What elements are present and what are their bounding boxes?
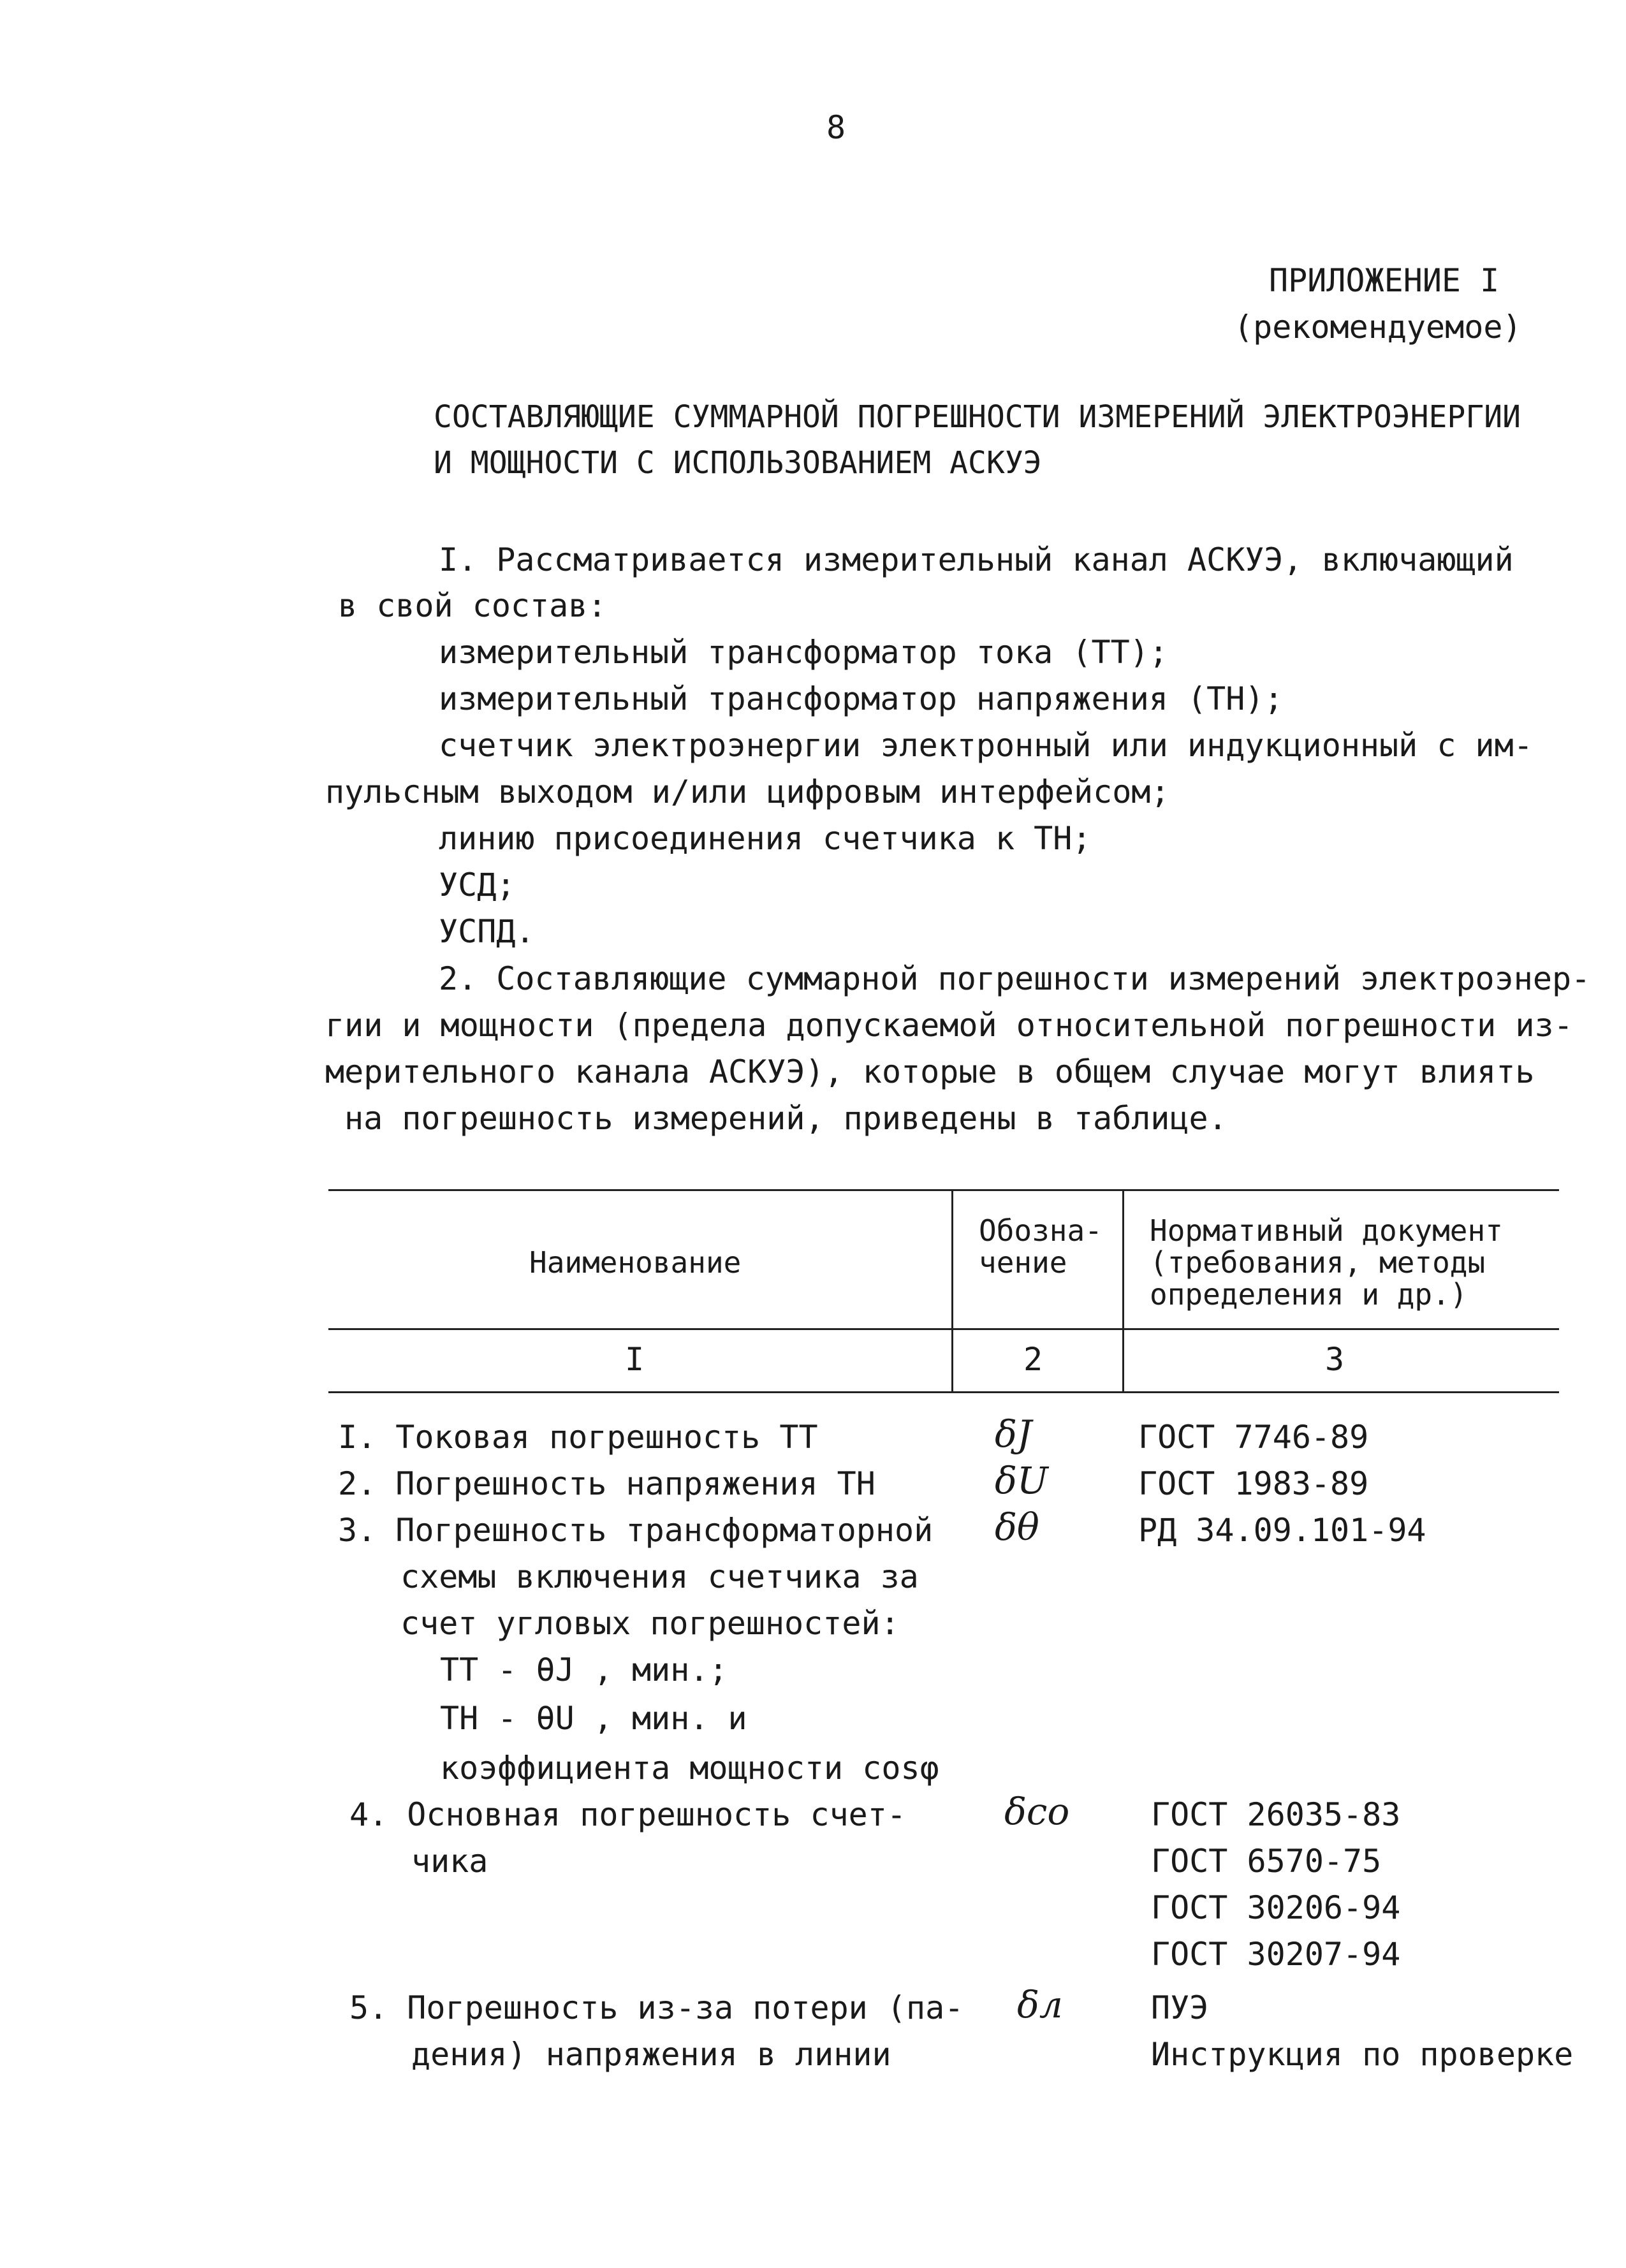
row-name-line: 5. Погрешность из-за потери (па- [349,1989,964,2026]
para1-item: измерительный трансформатор напряжения (ТН); [439,680,1284,717]
para2-line: 2. Составляющие суммарной погрешности измерений электроэнер- [439,960,1591,997]
table-column-divider [951,1189,953,1391]
para1-item: линию присоединения счетчика к ТН; [439,820,1092,857]
column-number: I [625,1341,645,1378]
row-name-line: ТТ - θJ , мин.; [440,1651,728,1688]
row-document: ГОСТ 6570-75 [1151,1843,1382,1880]
row-document: ГОСТ 30206-94 [1151,1889,1401,1926]
row-name-line: ТН - θU , мин. и [440,1700,747,1737]
row-name-line: чика [411,1843,488,1880]
row-name-line: I. Токовая погрешность ТТ [338,1419,818,1456]
para1-item: УСД; [439,867,516,904]
row-document: ГОСТ 1983-89 [1138,1465,1369,1502]
table-header-name: Наименование [529,1245,742,1280]
para1-item: измерительный трансформатор тока (ТТ); [439,634,1168,671]
row-name-line: 4. Основная погрешность счет- [349,1796,906,1833]
row-name-line: дения) напряжения в линии [411,2036,891,2073]
table-header-designation-2: чение [979,1245,1067,1280]
row-symbol: δл [1017,1983,1063,2026]
table-top-rule [328,1189,1559,1191]
para1-line2: в свой состав: [338,587,607,624]
table-header-document-3: определения и др.) [1150,1277,1468,1312]
table-header-document-2: (требования, методы [1150,1245,1486,1280]
appendix-title: ПРИЛОЖЕНИЕ I [1269,262,1500,299]
row-name-line: счет угловых погрешностей: [400,1605,900,1642]
section-heading-line1: СОСТАВЛЯЮЩИЕ СУММАРНОЙ ПОГРЕШНОСТИ ИЗМЕРЕНИЙ ЭЛЕКТРОЭНЕРГИИ [434,399,1521,435]
column-number: 3 [1325,1341,1345,1378]
row-name-line: коэффициента мощности cosφ [440,1750,939,1787]
row-symbol: δJ [995,1412,1032,1456]
page-number: 8 [826,109,846,146]
table-column-divider [1122,1189,1124,1391]
row-document: ГОСТ 30207-94 [1151,1936,1401,1973]
para2-line: мерительного канала АСКУЭ), которые в общем случае могут влиять [325,1053,1535,1090]
row-document: РД 34.09.101-94 [1138,1512,1426,1549]
row-name-line: 2. Погрешность напряжения ТН [338,1465,875,1502]
appendix-subtitle: (рекомендуемое) [1234,309,1522,346]
row-symbol: δU [995,1459,1048,1502]
row-document: ПУЭ [1151,1989,1209,2026]
table-header-designation-1: Обозна- [979,1213,1102,1248]
row-document: Инструкция по проверке [1151,2036,1574,2073]
table-header-rule [328,1328,1559,1330]
row-symbol: δco [1004,1790,1070,1833]
row-document: ГОСТ 7746-89 [1138,1419,1369,1456]
para2-line: гии и мощности (предела допускаемой относительной погрешности из- [325,1007,1573,1044]
table-colnum-rule [328,1391,1559,1393]
para1-continuation: пульсным выходом и/или цифровым интерфейсом; [325,773,1170,810]
para1-item: УСПД. [439,913,535,950]
row-symbol: δθ [995,1505,1039,1549]
row-name-line: схемы включения счетчика за [400,1558,919,1595]
row-name-line: 3. Погрешность трансформаторной [338,1512,934,1549]
para1-item: счетчик электроэнергии электронный или индукционный с им- [439,727,1533,764]
column-number: 2 [1023,1341,1043,1378]
row-document: ГОСТ 26035-83 [1151,1796,1401,1833]
para2-line: на погрешность измерений, приведены в таблице. [344,1100,1227,1137]
para1-line1: I. Рассматривается измерительный канал АСКУЭ, включающий [439,541,1514,578]
table-header-document-1: Нормативный документ [1150,1213,1503,1248]
section-heading-line2: И МОЩНОСТИ С ИСПОЛЬЗОВАНИЕМ АСКУЭ [434,445,1042,481]
